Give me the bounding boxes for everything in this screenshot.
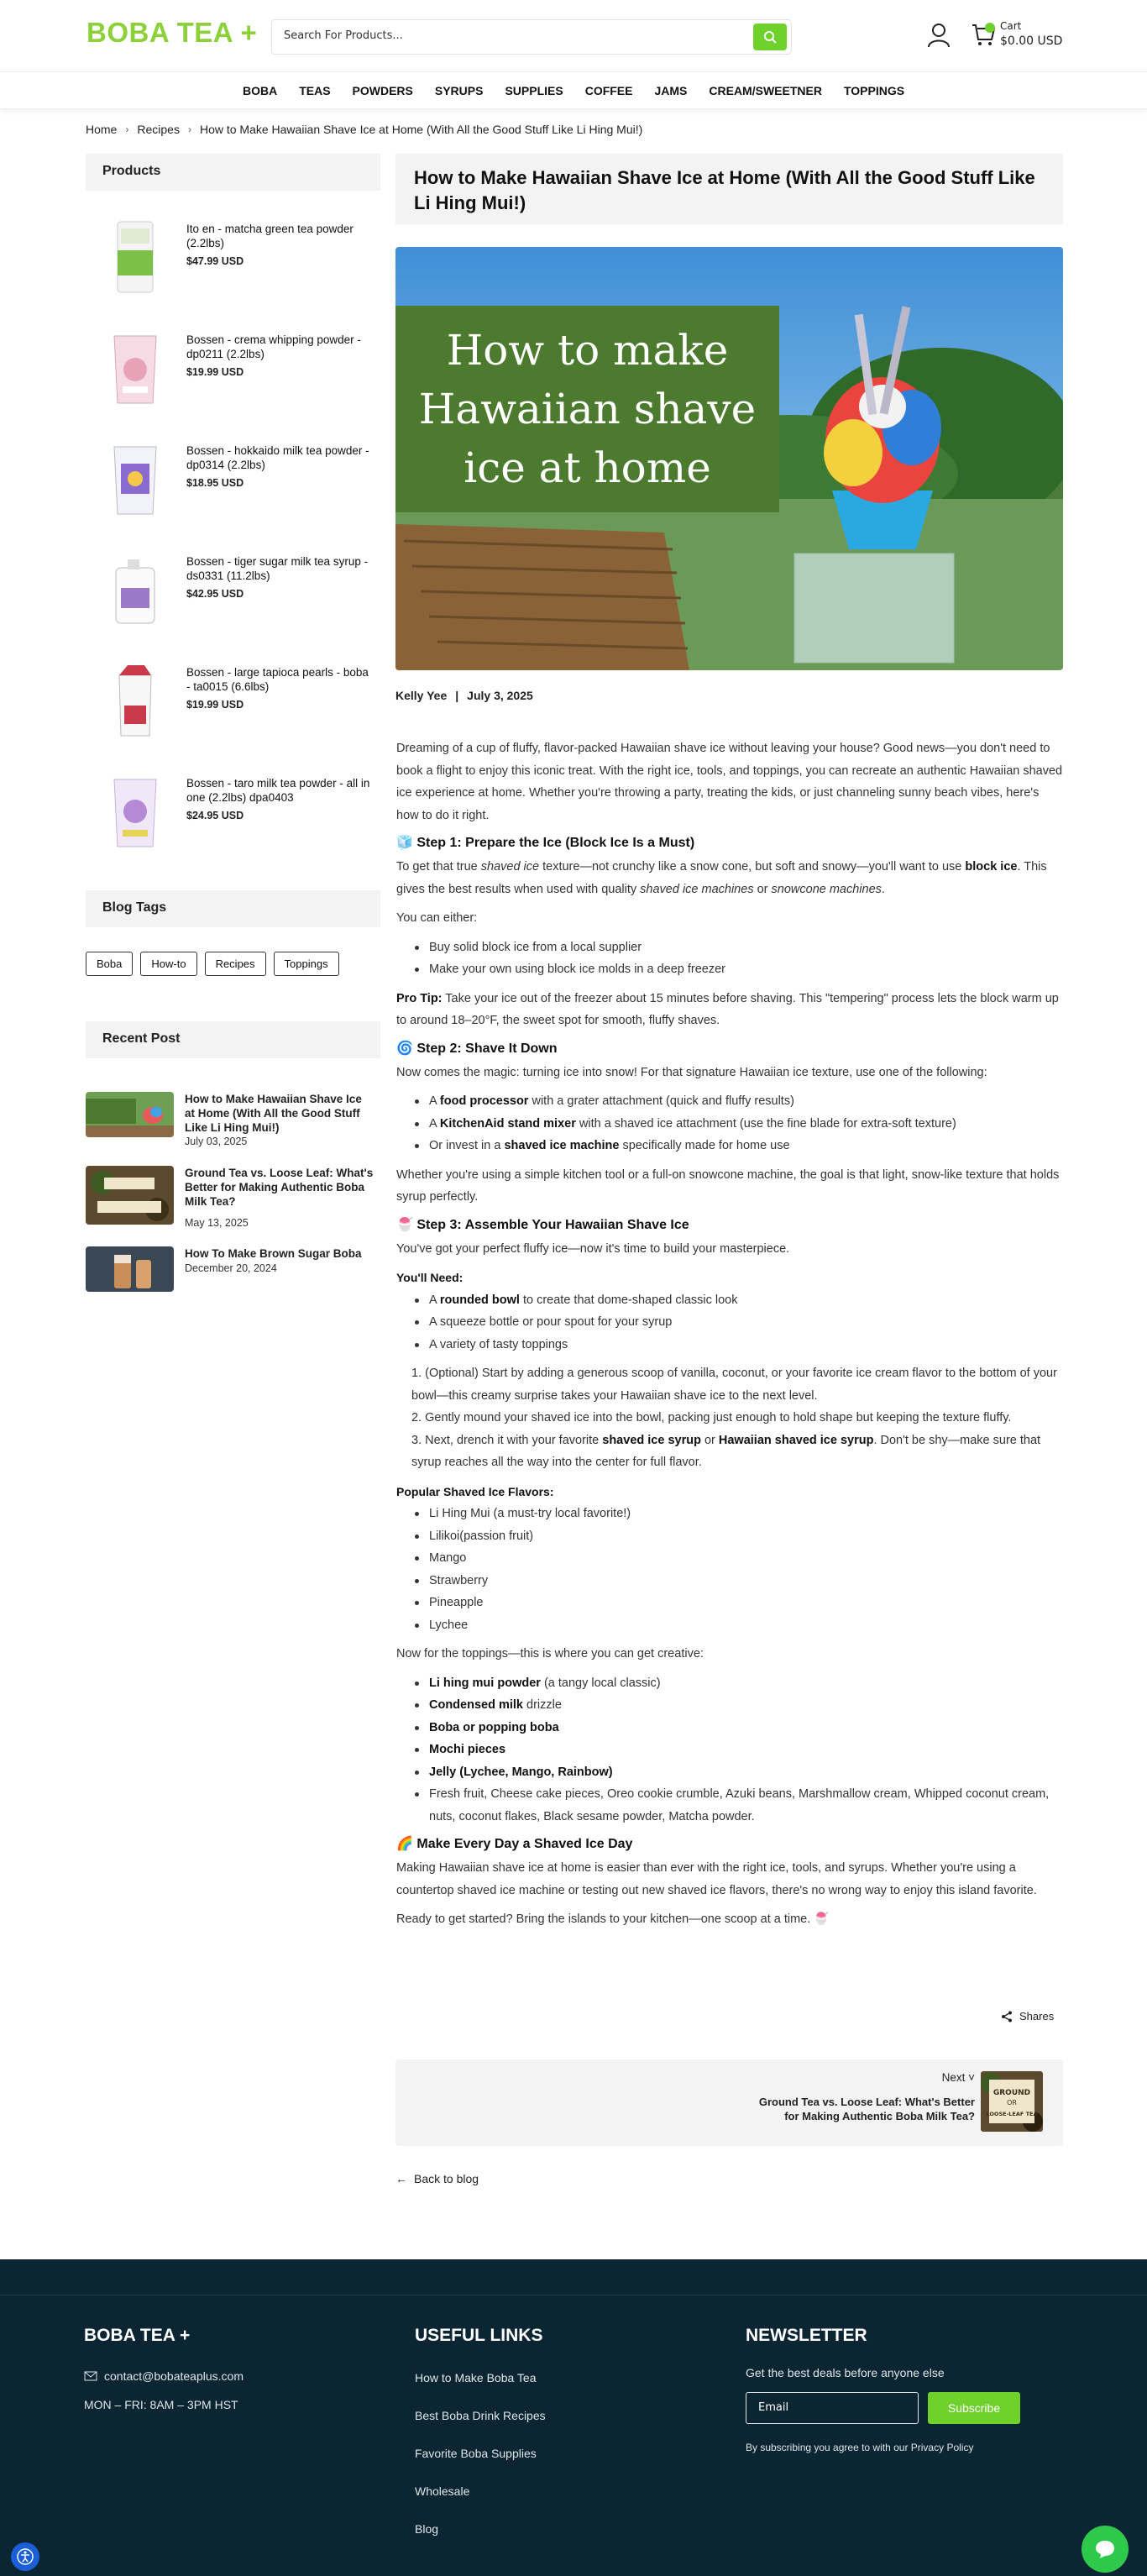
search-icon	[763, 30, 777, 44]
article-header	[395, 154, 1063, 224]
breadcrumb	[86, 123, 642, 136]
svg-text:GROUND: GROUND	[992, 2089, 1031, 2097]
list-item: Lilikoi(passion fruit)	[415, 1525, 1063, 1548]
strong: Hawaiian shaved ice syrup	[718, 1433, 874, 1447]
product-name[interactable]: Bossen - large tapioca pearls - boba - ta0015 (6.6lbs)	[186, 666, 369, 693]
strong: food processor	[439, 1094, 529, 1108]
text: 3. Next, drench it with your favorite	[411, 1433, 603, 1447]
breadcrumb-current: How to Make Hawaiian Shave Ice at Home (With All the Good Stuff Like Li Hing Mui!)	[199, 123, 643, 136]
text: .	[881, 882, 885, 896]
list-item	[415, 1672, 1063, 1695]
nav-item-toppings[interactable]: TOPPINGS	[843, 83, 905, 97]
subscribe-button[interactable]: Subscribe	[928, 2392, 1020, 2424]
svg-text:OR: OR	[1007, 2099, 1017, 2106]
recent-post-date: July 03, 2025	[185, 1136, 248, 1147]
closing-paragraph: Ready to get started? Bring the islands to your kitchen—one scoop at a time. 🍧	[396, 1912, 830, 1926]
list-item: Make your own using block ice molds in a deep freezer	[415, 958, 1063, 981]
recent-post-date: December 20, 2024	[185, 1262, 277, 1274]
recent-post-item[interactable]	[86, 1166, 380, 1229]
pro-tip-label: Pro Tip:	[396, 991, 443, 1005]
next-post-image	[981, 2071, 1043, 2132]
need-list	[396, 1289, 1063, 1356]
article-date: July 3, 2025	[467, 689, 533, 702]
final-heading: 🌈 Make Every Day a Shaved Ice Day	[396, 1837, 633, 1851]
product-image	[102, 438, 168, 519]
site-footer	[0, 2259, 1147, 2576]
product-price: $42.95 USD	[186, 588, 244, 600]
chevron-right-icon: ›	[125, 123, 129, 135]
blog-tags-heading: Blog Tags	[86, 890, 380, 927]
nav-item-jams[interactable]: JAMS	[654, 83, 688, 97]
tag-how-to[interactable]: How-to	[140, 952, 196, 976]
article-meta	[395, 689, 533, 702]
product-name[interactable]: Bossen - crema whipping powder - dp0211 (2.2lbs)	[186, 333, 361, 360]
list-item	[415, 1694, 1063, 1717]
meta-separator: |	[455, 689, 459, 702]
svg-text:LOOSE-LEAF TEA: LOOSE-LEAF TEA	[986, 2111, 1038, 2117]
strong: Jelly (Lychee, Mango, Rainbow)	[429, 1765, 613, 1779]
tag-recipes[interactable]: Recipes	[205, 952, 266, 976]
text: . This gives the best results when used with quality	[396, 860, 1047, 896]
footer-link[interactable]: Best Boba Drink Recipes	[415, 2409, 546, 2422]
step1-list	[396, 936, 1063, 981]
step1-heading: 🧊 Step 1: Prepare the Ice (Block Ice Is a Must)	[396, 836, 695, 850]
list-item	[415, 1113, 1063, 1136]
list-item: A squeeze bottle or pour spout for your syrup	[415, 1311, 1063, 1334]
step-item	[411, 1430, 1063, 1474]
list-item	[415, 1289, 1063, 1312]
account-icon[interactable]	[927, 22, 951, 49]
footer-links-heading: USEFUL LINKS	[415, 2326, 543, 2345]
strong: Li hing mui powder	[429, 1676, 541, 1690]
step2-paragraph-2: Whether you're using a simple kitchen tool or a full-on snowcone machine, the goal is that light, snow-like texture that holds syrup perfectly.	[396, 1167, 1060, 1204]
list-item: Strawberry	[415, 1570, 1063, 1592]
hero-image	[395, 247, 1063, 670]
list-item: Pineapple	[415, 1592, 1063, 1614]
footer-link[interactable]: Blog	[415, 2522, 439, 2536]
footer-brand-column	[84, 2326, 244, 2411]
tag-boba[interactable]: Boba	[86, 952, 133, 976]
next-post-card[interactable]	[395, 2059, 1063, 2146]
newsletter-subtitle: Get the best deals before anyone else	[746, 2366, 945, 2379]
breadcrumb-recipes[interactable]: Recipes	[137, 123, 180, 136]
pro-tip	[396, 988, 1063, 1032]
product-image	[102, 549, 168, 630]
list-item	[415, 1739, 1063, 1761]
search-bar	[271, 19, 792, 55]
search-input[interactable]	[284, 29, 754, 42]
footer-brand: BOBA TEA +	[84, 2326, 191, 2345]
footer-link[interactable]: Favorite Boba Supplies	[415, 2447, 537, 2460]
strong: Boba or popping boba	[429, 1720, 559, 1734]
list-item: Buy solid block ice from a local supplier	[415, 936, 1063, 959]
emphasis: shaved ice machines	[640, 882, 754, 896]
list-item: Mango	[415, 1547, 1063, 1570]
recent-post-image	[86, 1246, 174, 1292]
emphasis: shaved ice	[480, 860, 540, 874]
list-item	[415, 1090, 1063, 1113]
chevron-down-icon: ˅	[965, 2071, 975, 2084]
recent-post-title[interactable]: How to Make Hawaiian Shave Ice at Home (With All the Good Stuff Like Li Hing Mui!)	[185, 1093, 362, 1134]
step1-either: You can either:	[396, 911, 478, 925]
accessibility-icon	[17, 2548, 34, 2565]
text: or	[700, 1433, 719, 1447]
emphasis: snowcone machines	[771, 882, 882, 896]
toppings-list	[396, 1672, 1063, 1828]
back-to-blog-link[interactable]	[395, 2172, 479, 2185]
footer-link[interactable]: Wholesale	[415, 2484, 470, 2498]
cart-badge	[985, 23, 995, 33]
product-image	[102, 660, 168, 741]
pro-tip-text: Take your ice out of the freezer about 15 minutes before shaving. This "tempering" process lets the block warm up to around 18–20°F, the sweet spot for smooth, fluffy shaves.	[396, 991, 1059, 1027]
text: with a shaved ice attachment (use the fine blade for extra-soft texture)	[575, 1116, 956, 1131]
recent-post-item[interactable]	[86, 1092, 380, 1147]
step2-list	[396, 1090, 1063, 1157]
product-card[interactable]	[86, 433, 380, 526]
strong: Mochi pieces	[429, 1743, 506, 1756]
flavors-label: Popular Shaved Ice Flavors:	[396, 1484, 554, 1498]
list-item	[415, 1717, 1063, 1739]
recent-post-date: May 13, 2025	[185, 1217, 249, 1229]
site-header	[0, 0, 1147, 72]
text: or	[753, 882, 772, 896]
text: Or invest in a	[429, 1139, 505, 1152]
next-text: Next	[941, 2071, 966, 2084]
product-card[interactable]	[86, 544, 380, 637]
product-price: $24.95 USD	[186, 810, 244, 821]
product-image	[102, 328, 168, 408]
text: to create that dome-shaped classic look	[519, 1293, 738, 1307]
mail-icon	[84, 2371, 97, 2381]
toppings-intro: Now for the toppings—this is where you can get creative:	[396, 1647, 704, 1660]
breadcrumb-home[interactable]: Home	[86, 123, 118, 136]
text: . Don't be shy—make sure that syrup reaches all the way into the center for full flavor.	[411, 1433, 1041, 1469]
recent-post-title[interactable]: How To Make Brown Sugar Boba	[185, 1247, 362, 1260]
product-card[interactable]	[86, 655, 380, 748]
text: drizzle	[523, 1698, 562, 1712]
list-item: Lychee	[415, 1614, 1063, 1637]
share-label: Shares	[1019, 2010, 1055, 2023]
final-paragraph: Making Hawaiian shave ice at home is easier than ever with the right ice, tools, and syrups. Whether you're using a countertop shaved ice machine or testing out new shaved ice flavors, there's no wrong way to enjoy this island favorite.	[396, 1861, 1037, 1897]
next-post-title[interactable]: Ground Tea vs. Loose Leaf: What's Better for Making Authentic Boba Milk Tea?	[758, 2096, 975, 2122]
strong: shaved ice syrup	[602, 1433, 701, 1447]
text: A	[429, 1116, 440, 1131]
step-item: 1. (Optional) Start by adding a generous scoop of vanilla, coconut, or your favorite ice cream flavor to the bottom of your bowl—this creamy surprise takes your Hawaiian shave ice to the next level.	[411, 1367, 1057, 1403]
product-name[interactable]: Ito en - matcha green tea powder (2.2lbs)	[186, 223, 354, 249]
strong: Condensed milk	[429, 1698, 523, 1712]
footer-hours: MON – FRI: 8AM – 3PM HST	[84, 2398, 238, 2411]
article-body	[396, 737, 1063, 1938]
tag-list	[86, 952, 339, 976]
newsletter-heading: NEWSLETTER	[746, 2326, 867, 2345]
nav-item-boba[interactable]: BOBA	[242, 83, 278, 97]
search-button[interactable]	[753, 24, 787, 50]
list-item: A variety of tasty toppings	[415, 1334, 1063, 1356]
product-price: $47.99 USD	[186, 255, 244, 267]
product-card[interactable]	[86, 212, 380, 304]
chat-button[interactable]	[1082, 2526, 1129, 2573]
flavors-list	[396, 1503, 1063, 1636]
step2-heading: 🌀 Step 2: Shave It Down	[396, 1041, 558, 1056]
recent-post-item[interactable]	[86, 1246, 380, 1293]
product-card[interactable]	[86, 323, 380, 415]
product-image	[102, 771, 168, 852]
footer-email[interactable]	[84, 2369, 244, 2383]
recent-post-image	[86, 1092, 174, 1137]
back-label: Back to blog	[414, 2172, 479, 2185]
text: texture—not crunchy like a snow cone, but soft and snowy—you'll want to use	[539, 860, 966, 874]
strong: rounded bowl	[439, 1293, 520, 1307]
strong: block ice	[965, 860, 1018, 874]
next-label	[942, 2071, 975, 2084]
list-item	[415, 1135, 1063, 1157]
cart-label[interactable]: Cart	[1000, 20, 1022, 32]
recent-post-title[interactable]: Ground Tea vs. Loose Leaf: What's Better for Making Authentic Boba Milk Tea?	[185, 1167, 374, 1208]
text: To get that true	[396, 860, 481, 874]
product-name[interactable]: Bossen - hokkaido milk tea powder -dp0314 (2.2lbs)	[186, 444, 369, 471]
text: (a tangy local classic)	[540, 1676, 661, 1690]
privacy-note[interactable]: By subscribing you agree to with our Privacy Policy	[746, 2442, 974, 2453]
step-item: 2. Gently mound your shaved ice into the bowl, packing just enough to hold shape but keeping the texture fluffy.	[411, 1411, 1012, 1424]
chat-icon	[1094, 2538, 1116, 2560]
nav-item-coffee[interactable]: COFFEE	[584, 83, 633, 97]
text: with a grater attachment (quick and fluffy results)	[528, 1094, 794, 1108]
product-image	[102, 217, 168, 297]
recent-post-heading: Recent Post	[86, 1021, 380, 1058]
accessibility-button[interactable]	[11, 2542, 39, 2571]
footer-link[interactable]: How to Make Boba Tea	[415, 2371, 537, 2385]
main-nav	[0, 72, 1147, 109]
nav-item-cream-sweetner[interactable]: CREAM/SWEETNER	[709, 83, 822, 97]
text: A	[429, 1293, 440, 1307]
footer-links-column	[415, 2326, 546, 2536]
arrow-left-icon: ←	[395, 2172, 407, 2185]
product-name[interactable]: Bossen - taro milk tea powder - all in one (2.2lbs) dpa0403	[186, 777, 370, 804]
intro-paragraph: Dreaming of a cup of fluffy, flavor-packed Hawaiian shave ice without leaving your house? Good news—you don't need to book a flight to enjoy this iconic treat. With the right ice, tools, and toppings, you can recreate an authentic Hawaiian shaved ice experience at home. Whether you're throwing a party, treating the kids, or just channeling sunny beach vibes, here's how to do it right.	[396, 742, 1063, 822]
step3-heading: 🍧 Step 3: Assemble Your Hawaiian Shave Ice	[396, 1217, 689, 1232]
strong: KitchenAid stand mixer	[439, 1116, 576, 1131]
nav-item-supplies[interactable]: SUPPLIES	[505, 83, 563, 97]
footer-newsletter-column	[746, 2326, 945, 2379]
site-logo[interactable]: BOBA TEA +	[86, 17, 258, 48]
product-name[interactable]: Bossen - tiger sugar milk tea syrup - ds0331 (11.2lbs)	[186, 555, 369, 582]
recent-post-image	[86, 1166, 174, 1225]
product-price: $19.99 USD	[186, 366, 244, 378]
nav-item-powders[interactable]: POWDERS	[352, 83, 413, 97]
nav-item-teas[interactable]: TEAS	[299, 83, 331, 97]
newsletter-email-input[interactable]: Email	[746, 2392, 919, 2424]
hero-title-overlay: How to make Hawaiian shave ice at home	[395, 306, 779, 512]
footer-email-text: contact@bobateaplus.com	[104, 2369, 244, 2383]
list-item: Li Hing Mui (a must-try local favorite!)	[415, 1503, 1063, 1525]
step1-paragraph	[396, 856, 1063, 900]
steps-block	[396, 1362, 1063, 1474]
need-label: You'll Need:	[396, 1271, 464, 1284]
product-card[interactable]	[86, 766, 380, 858]
list-item: Fresh fruit, Cheese cake pieces, Oreo cookie crumble, Azuki beans, Marshmallow cream, Whipped coconut cream, nuts, coconut flakes, Black sesame powder, Matcha powder.	[415, 1783, 1063, 1828]
cart-total[interactable]: $0.00 USD	[1000, 34, 1063, 48]
products-heading: Products	[86, 154, 380, 191]
article-title: How to Make Hawaiian Shave Ice at Home (With All the Good Stuff Like Li Hing Mui!)	[414, 167, 1035, 213]
text: specifically made for home use	[619, 1139, 790, 1152]
share-icon	[1001, 2011, 1013, 2023]
step3-paragraph: You've got your perfect fluffy ice—now it's time to build your masterpiece.	[396, 1241, 790, 1256]
article-author[interactable]: Kelly Yee	[395, 689, 448, 702]
text: A	[429, 1094, 440, 1108]
strong: shaved ice machine	[504, 1139, 620, 1152]
nav-item-syrups[interactable]: SYRUPS	[434, 83, 484, 97]
product-price: $18.95 USD	[186, 477, 244, 489]
tag-toppings[interactable]: Toppings	[274, 952, 339, 976]
product-price: $19.99 USD	[186, 699, 244, 711]
step2-paragraph: Now comes the magic: turning ice into snow! For that signature Hawaiian ice texture, use one of the following:	[396, 1065, 987, 1079]
share-button[interactable]	[1001, 2010, 1054, 2023]
list-item	[415, 1761, 1063, 1784]
chevron-right-icon: ›	[187, 123, 191, 135]
